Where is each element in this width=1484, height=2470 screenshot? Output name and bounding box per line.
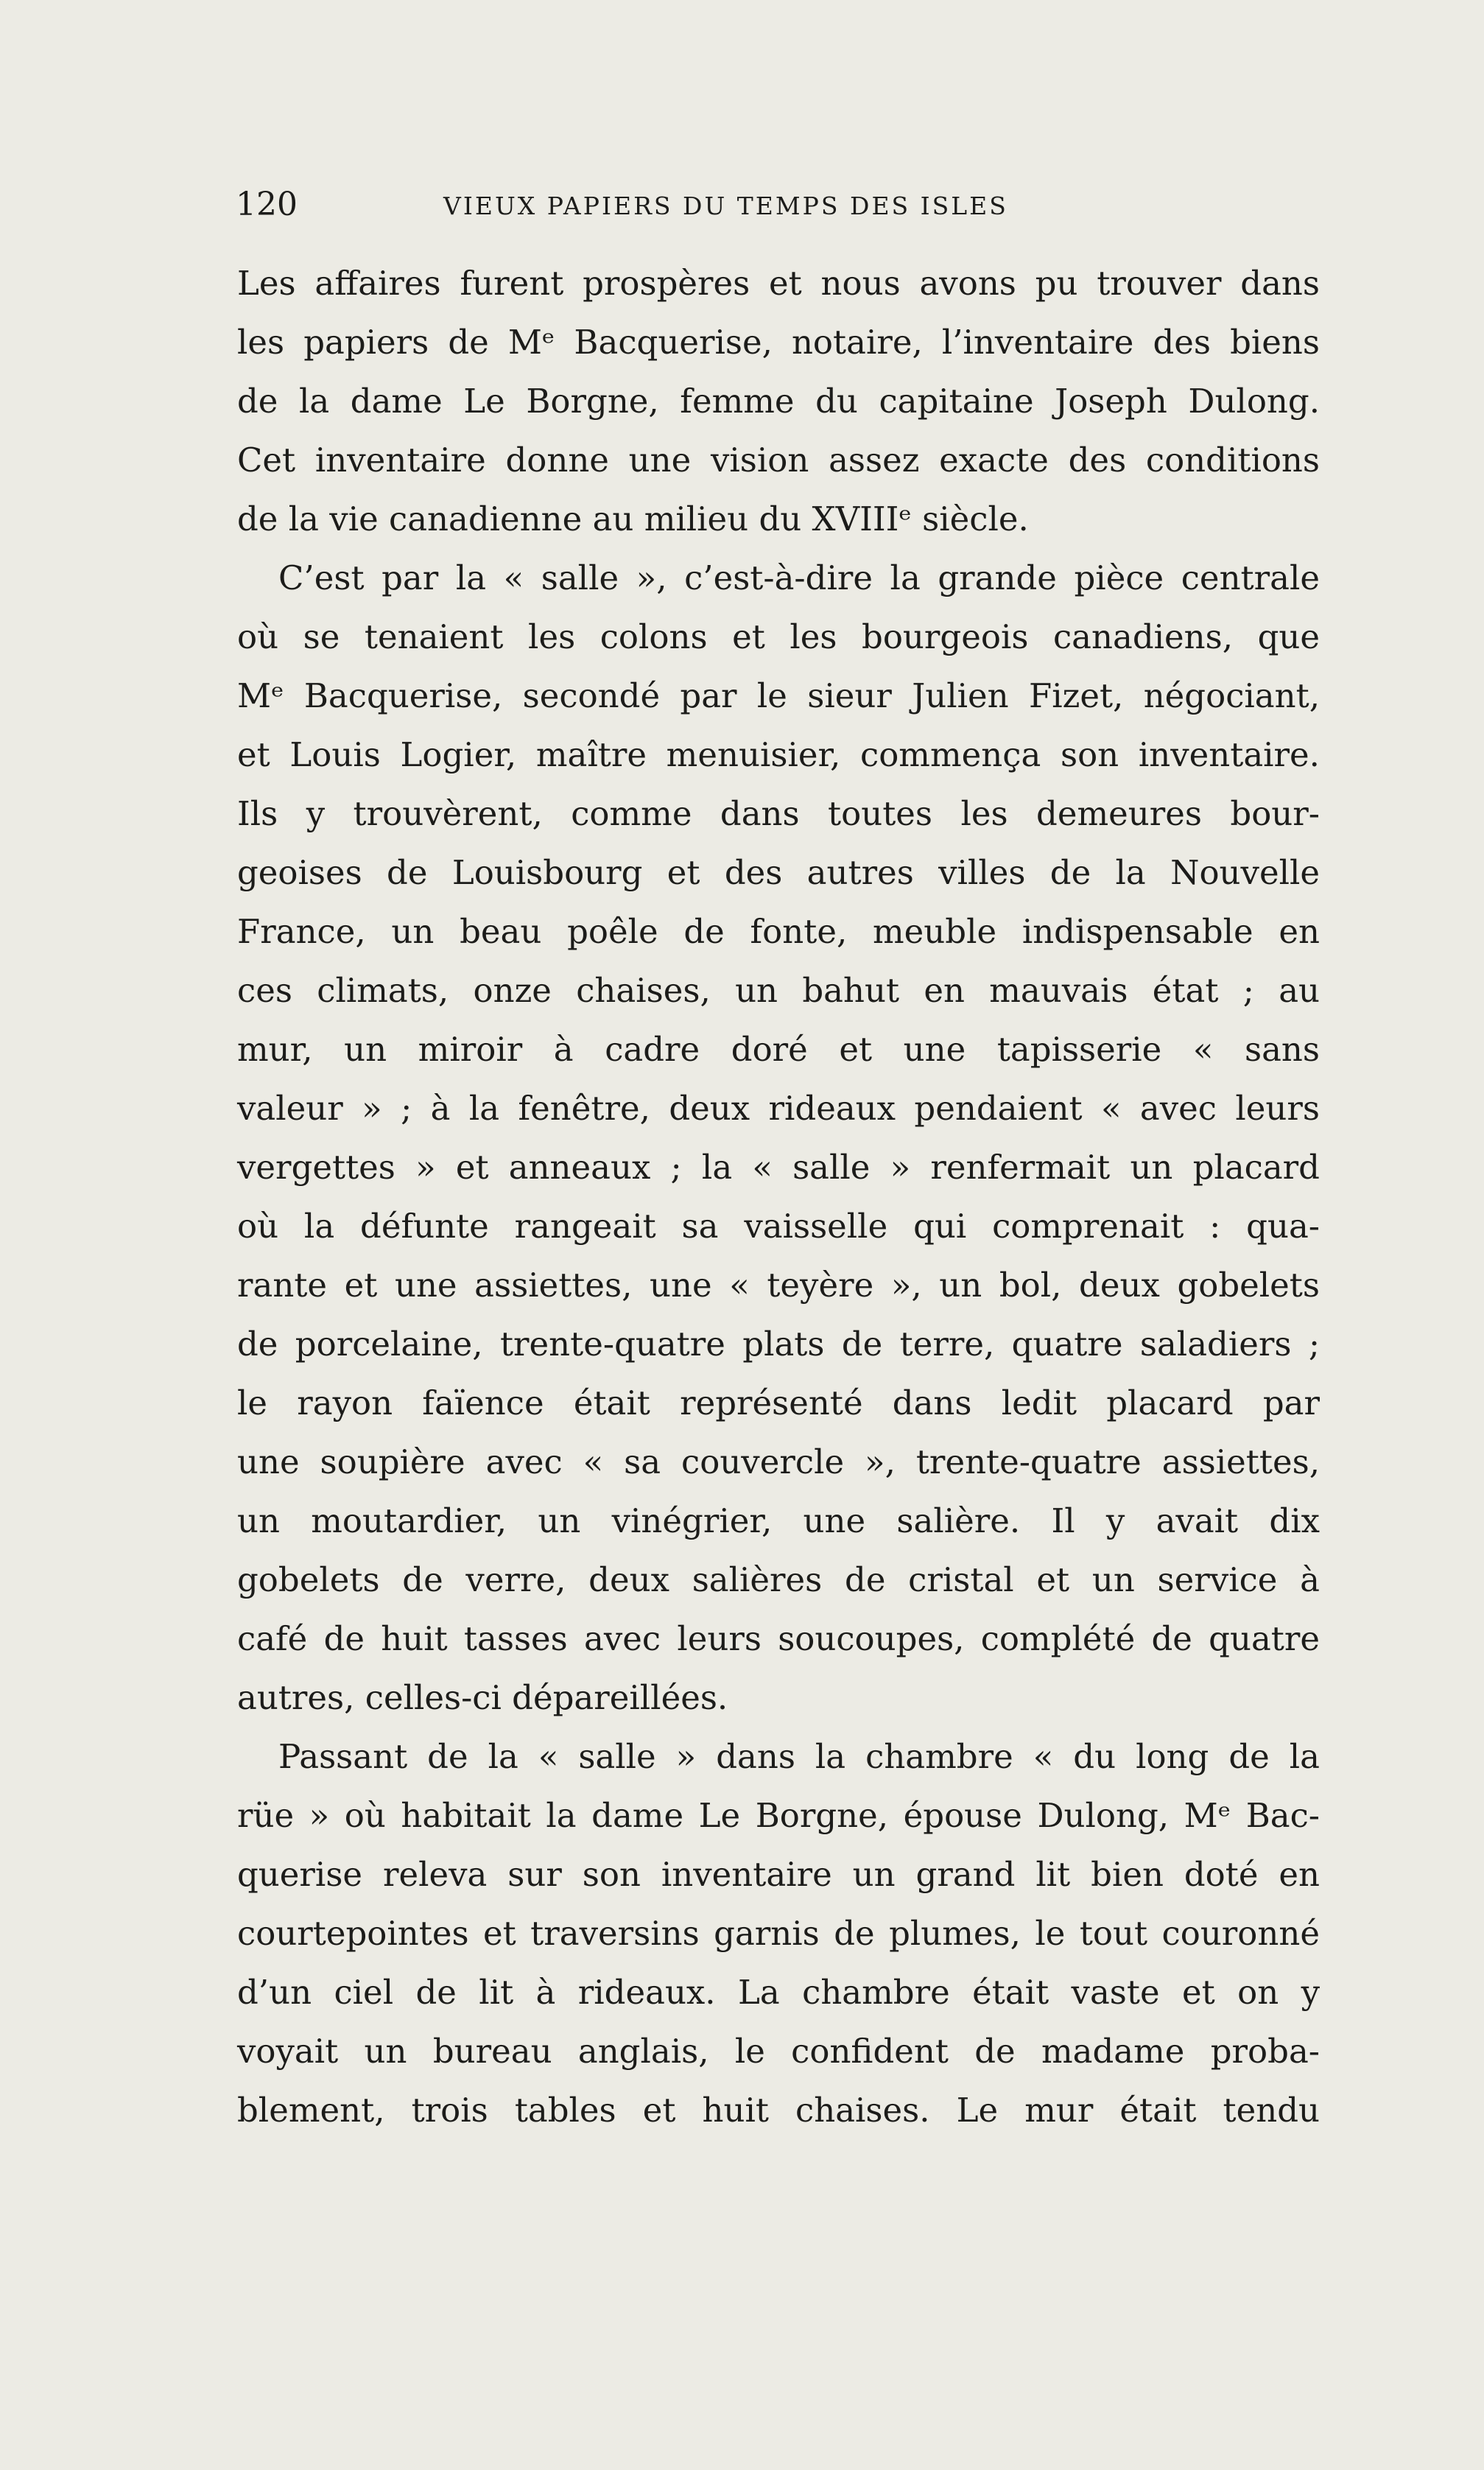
- text-line: Les affaires furent prospères et nous avons pu trouver dans: [237, 264, 1320, 303]
- text-line: geoises de Louisbourg et des autres villes de la Nouvelle: [237, 853, 1320, 892]
- text-line: de porcelaine, trente-quatre plats de terre, quatre saladiers ;: [237, 1325, 1320, 1364]
- text-line: mur, un miroir à cadre doré et une tapisserie « sans: [237, 1030, 1320, 1069]
- text-line: voyait un bureau anglais, le confident de madame proba-: [237, 2032, 1320, 2071]
- text-line: ces climats, onze chaises, un bahut en mauvais état ; au: [237, 971, 1320, 1010]
- running-head: VIEUX PAPIERS DU TEMPS DES ISLES: [443, 192, 1008, 220]
- text-line: de la vie canadienne au milieu du XVIIIᵉ siècle.: [237, 499, 1029, 538]
- text-line: France, un beau poêle de fonte, meuble indispensable en: [237, 912, 1320, 951]
- text-line: Cet inventaire donne une vision assez exacte des conditions: [237, 441, 1320, 480]
- text-line: gobelets de verre, deux salières de cristal et un service à: [237, 1560, 1320, 1599]
- text-line: rüe » où habitait la dame Le Borgne, épouse Dulong, Mᵉ Bac-: [237, 1796, 1320, 1835]
- text-line: courtepointes et traversins garnis de plumes, le tout couronné: [237, 1914, 1320, 1953]
- text-line: rante et une assiettes, une « teyère », un bol, deux gobelets: [237, 1266, 1320, 1305]
- text-line: café de huit tasses avec leurs soucoupes, complété de quatre: [237, 1619, 1320, 1658]
- body-text: [237, 254, 1320, 2140]
- text-line: Passant de la « salle » dans la chambre « du long de la: [278, 1737, 1320, 1776]
- text-line: Ils y trouvèrent, comme dans toutes les demeures bour-: [237, 794, 1320, 833]
- text-line: une soupière avec « sa couvercle », trente-quatre assiettes,: [237, 1442, 1320, 1481]
- text-line: de la dame Le Borgne, femme du capitaine Joseph Dulong.: [237, 382, 1320, 421]
- text-line: vergettes » et anneaux ; la « salle » renfermait un placard: [237, 1148, 1320, 1187]
- text-line: où se tenaient les colons et les bourgeois canadiens, que: [237, 617, 1320, 656]
- page-number: 120: [236, 186, 298, 223]
- text-line: querise releva sur son inventaire un grand lit bien doté en: [237, 1855, 1320, 1894]
- text-line: d’un ciel de lit à rideaux. La chambre était vaste et on y: [237, 1973, 1320, 2012]
- text-line: et Louis Logier, maître menuisier, commença son inventaire.: [237, 735, 1320, 774]
- text-line: valeur » ; à la fenêtre, deux rideaux pendaient « avec leurs: [237, 1089, 1320, 1128]
- text-line: C’est par la « salle », c’est-à-dire la grande pièce centrale: [278, 558, 1320, 597]
- page-header: [236, 183, 1127, 227]
- text-line: Mᵉ Bacquerise, secondé par le sieur Julien Fizet, négociant,: [237, 676, 1320, 715]
- text-line: où la défunte rangeait sa vaisselle qui comprenait : qua-: [237, 1207, 1320, 1246]
- text-line: blement, trois tables et huit chaises. Le mur était tendu: [237, 2091, 1320, 2130]
- text-line: les papiers de Mᵉ Bacquerise, notaire, l’inventaire des biens: [237, 323, 1320, 362]
- text-line: un moutardier, un vinégrier, une salière. Il y avait dix: [237, 1501, 1320, 1540]
- text-line: le rayon faïence était représenté dans ledit placard par: [237, 1383, 1320, 1422]
- text-line: autres, celles-ci dépareillées.: [237, 1678, 728, 1717]
